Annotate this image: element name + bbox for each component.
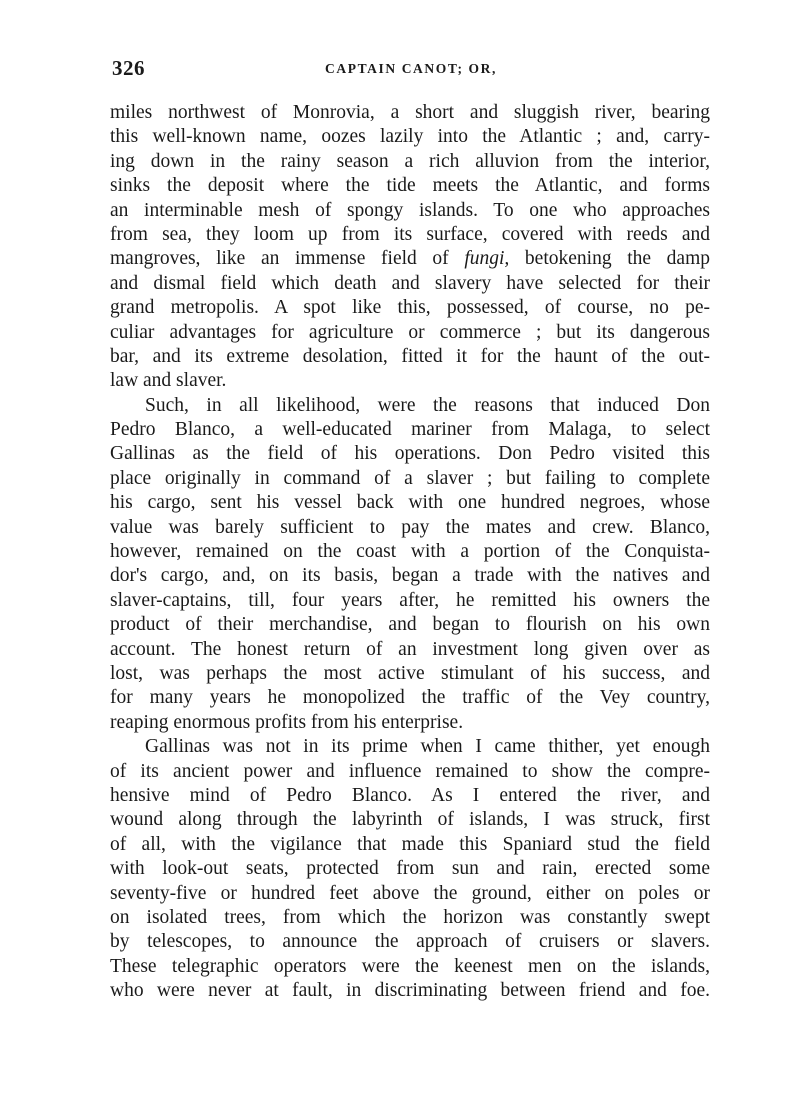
text-line: miles northwest of Monrovia, a short and sluggish river, bearing bbox=[110, 102, 710, 123]
text-line: Such, in all likelihood, were the reasons that induced Don bbox=[145, 394, 710, 416]
text-line: slaver-captains, till, four years after, he remitted his owners the bbox=[110, 589, 710, 611]
text-line: Gallinas was not in its prime when I came thither, yet enough bbox=[145, 736, 710, 758]
text-line: grand metropolis. A spot like this, possessed, of course, no pe- bbox=[110, 297, 710, 319]
line-text: mangroves, like an immense field of bbox=[110, 248, 465, 270]
text-line: culiar advantages for agriculture or commerce ; but its dangerous bbox=[110, 321, 710, 343]
text-line: seventy-five or hundred feet above the ground, either on poles or bbox=[110, 882, 710, 904]
page-header bbox=[112, 56, 710, 84]
text-line: bar, and its extreme desolation, fitted it for the haunt of the out- bbox=[110, 345, 710, 367]
paragraph-1 bbox=[110, 101, 710, 394]
text-line: ing down in the rainy season a rich alluvion from the interior, bbox=[110, 150, 710, 172]
text-line: lost, was perhaps the most active stimulant of his success, and bbox=[110, 662, 710, 684]
text-line: this well-known name, oozes lazily into the Atlantic ; and, carry- bbox=[110, 126, 710, 148]
text-line: dor's cargo, and, on its basis, began a trade with the natives and bbox=[110, 565, 710, 587]
italic-word: fungi, bbox=[464, 248, 510, 270]
text-line: Gallinas as the field of his operations. Don Pedro visited this bbox=[110, 443, 710, 465]
text-line-with-italic bbox=[110, 247, 710, 271]
text-line: product of their merchandise, and began to flourish on his own bbox=[110, 614, 710, 636]
paragraph-2 bbox=[110, 394, 710, 735]
body-text bbox=[110, 101, 710, 1003]
text-line: place originally in command of a slaver ; but failing to complete bbox=[110, 467, 710, 489]
text-line: from sea, they loom up from its surface, covered with reeds and bbox=[110, 223, 710, 245]
text-line: sinks the deposit where the tide meets the Atlantic, and forms bbox=[110, 175, 710, 197]
text-line: value was barely sufficient to pay the mates and crew. Blanco, bbox=[110, 516, 710, 538]
text-line: who were never at fault, in discriminating between friend and foe. bbox=[110, 980, 710, 1002]
text-line: Pedro Blanco, a well-educated mariner from Malaga, to select bbox=[110, 419, 710, 441]
text-line: hensive mind of Pedro Blanco. As I entered the river, and bbox=[110, 784, 710, 806]
text-line: an interminable mesh of spongy islands. To one who approaches bbox=[110, 199, 710, 221]
text-line: These telegraphic operators were the keenest men on the islands, bbox=[110, 955, 710, 977]
text-line: on isolated trees, from which the horizon was constantly swept bbox=[110, 906, 710, 928]
text-line: for many years he monopolized the traffic of the Vey country, bbox=[110, 687, 710, 709]
text-line: his cargo, sent his vessel back with one hundred negroes, whose bbox=[110, 492, 710, 514]
text-line: account. The honest return of an investment long given over as bbox=[110, 638, 710, 660]
running-head: CAPTAIN CANOT; OR, bbox=[325, 61, 497, 76]
paragraph-3 bbox=[110, 735, 710, 1003]
text-line: of all, with the vigilance that made this Spaniard stud the field bbox=[110, 833, 710, 855]
text-line: however, remained on the coast with a portion of the Conquista- bbox=[110, 541, 710, 563]
text-line: of its ancient power and influence remained to show the compre- bbox=[110, 760, 710, 782]
text-line: reaping enormous profits from his enterprise. bbox=[110, 711, 464, 733]
text-line: wound along through the labyrinth of islands, I was struck, first bbox=[110, 809, 710, 831]
text-line: by telescopes, to announce the approach of cruisers or slavers. bbox=[110, 931, 710, 953]
text-line: and dismal field which death and slavery have selected for their bbox=[110, 272, 710, 294]
text-line: law and slaver. bbox=[110, 370, 227, 392]
line-text: betokening the damp bbox=[509, 248, 710, 270]
page-number: 326 bbox=[112, 56, 145, 80]
text-line: with look-out seats, protected from sun and rain, erected some bbox=[110, 858, 710, 880]
